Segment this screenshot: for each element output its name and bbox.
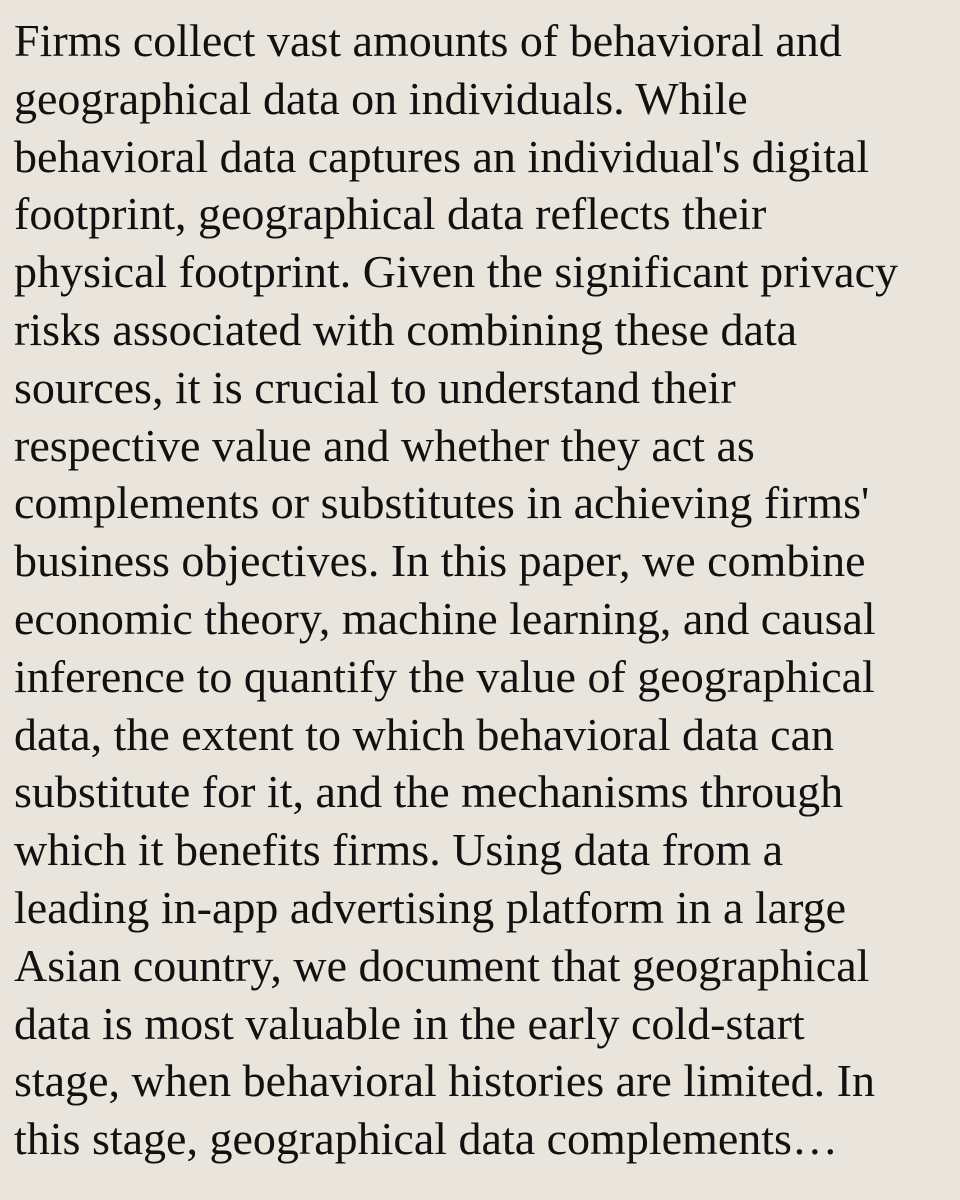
abstract-line: risks associated with combining these data: [14, 303, 798, 355]
abstract-line: sources, it is crucial to understand their: [14, 361, 736, 413]
abstract-line: complements or substitutes in achieving firms': [14, 477, 870, 529]
abstract-line: data is most valuable in the early cold-start: [14, 997, 805, 1049]
abstract-line: economic theory, machine learning, and causal: [14, 592, 876, 644]
abstract-line: behavioral data captures an individual's digital: [14, 130, 870, 182]
abstract-line: footprint, geographical data reflects their: [14, 188, 767, 240]
abstract-line: geographical data on individuals. While: [14, 72, 748, 124]
abstract-text: [14, 12, 950, 1168]
abstract-line: physical footprint. Given the significant privacy: [14, 246, 898, 298]
abstract-line: substitute for it, and the mechanisms through: [14, 766, 844, 818]
abstract-line: stage, when behavioral histories are limited. In: [14, 1055, 875, 1107]
abstract-line: data, the extent to which behavioral data can: [14, 708, 834, 760]
abstract-line: Firms collect vast amounts of behavioral and: [14, 15, 842, 66]
abstract-line: Asian country, we document that geographical: [14, 939, 870, 991]
abstract-line: inference to quantify the value of geographical: [14, 650, 875, 702]
abstract-line: which it benefits firms. Using data from a: [14, 824, 784, 876]
abstract-line: this stage, geographical data complements…: [14, 1113, 838, 1165]
abstract-line: leading in-app advertising platform in a large: [14, 881, 846, 933]
abstract-line: respective value and whether they act as: [14, 419, 755, 471]
abstract-line: business objectives. In this paper, we combine: [14, 535, 866, 587]
